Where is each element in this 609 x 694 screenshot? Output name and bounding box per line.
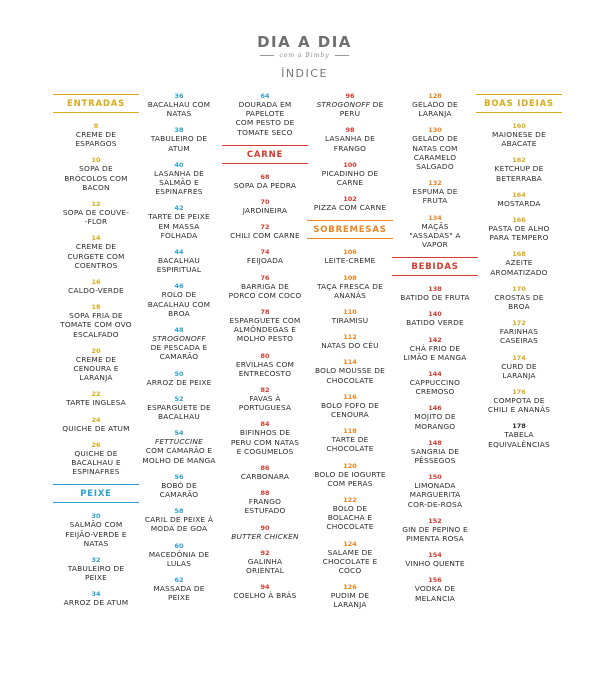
recipe-title: VINHO QUENTE [405, 559, 465, 569]
index-entry[interactable] [392, 439, 478, 465]
recipe-title: BOLO DE BOLACHA E CHOCOLATE [326, 504, 374, 532]
page-number: 18 [91, 303, 101, 312]
recipe-title: GIN DE PEPINO E PIMENTA ROSA [402, 524, 468, 544]
recipe-title: MASSADA DE PEIXE [153, 584, 205, 603]
page-number: 68 [260, 172, 270, 181]
index-entry[interactable] [222, 173, 308, 190]
page-number: 14 [91, 234, 101, 243]
page-number: 10 [91, 156, 101, 165]
page-number: 82 [260, 386, 270, 395]
page-number: 12 [91, 200, 101, 209]
page-number: 118 [343, 427, 357, 436]
index-entry[interactable] [307, 358, 393, 384]
index-entry[interactable] [307, 496, 393, 532]
recipe-title: MAIONESE DE ABACATE [492, 130, 546, 149]
page-number: 98 [345, 126, 355, 135]
index-entry[interactable] [222, 92, 308, 137]
index-entry[interactable] [392, 214, 478, 250]
index-entry[interactable] [307, 161, 393, 187]
index-heading: ÍNDICE [281, 67, 328, 80]
index-entry[interactable] [222, 352, 308, 378]
recipe-title: DOURADA EM PAPELOTE COM PESTO DE TOMATE SECO [235, 100, 295, 137]
recipe-title: CURD DE LARANJA [501, 361, 537, 380]
page-number: 164 [512, 190, 526, 199]
page-number: 34 [91, 590, 101, 599]
page-number: 172 [512, 319, 526, 328]
recipe-title: ROLO DE BACALHAU COM BROA [147, 290, 211, 318]
page-number: 30 [91, 512, 101, 521]
index-entry[interactable] [222, 524, 308, 541]
page-number: 42 [174, 204, 184, 213]
page-number: 44 [174, 248, 184, 257]
page-number: 124 [343, 539, 357, 548]
page-number: 100 [343, 160, 357, 169]
recipe-title: LASANHA DE FRANGO [324, 134, 376, 153]
recipe-title: TARTE INGLESA [66, 398, 126, 408]
recipe-title: TARTE DE CHOCOLATE [326, 435, 374, 454]
page-number: 142 [428, 335, 442, 344]
recipe-title: CREME DE ESPARGOS [75, 130, 117, 149]
page-number: 126 [343, 583, 357, 592]
recipe-title: ARROZ DE ATUM [63, 598, 129, 608]
page-number: 148 [428, 438, 442, 447]
recipe-title: BOLO DE IOGURTE COM PERAS [314, 469, 386, 488]
index-entry[interactable] [53, 347, 139, 383]
recipe-title: FRANGO ESTUFADO [244, 497, 286, 516]
page-number: 46 [174, 282, 184, 291]
page-number: 128 [428, 92, 442, 100]
index-entry[interactable] [136, 204, 222, 240]
index-entry[interactable] [392, 370, 478, 396]
page-number: 50 [174, 369, 184, 378]
page-number: 108 [343, 273, 357, 282]
index-entry[interactable] [136, 126, 222, 152]
recipe-title: LASANHA DE SALMÃO E ESPINAFRES [153, 168, 205, 197]
page-number: 116 [343, 392, 357, 401]
section-heading-sobremesas: SOBREMESAS [307, 220, 393, 239]
recipe-title: SOPA DA PEDRA [233, 180, 297, 190]
recipe-title: SOPA FRIA DE TOMATE COM OVO ESCALFADO [60, 311, 132, 339]
index-entry[interactable] [307, 427, 393, 453]
recipe-title: FAVAS À PORTUGUESA [238, 394, 292, 413]
page-number: 120 [343, 461, 357, 470]
index-entry[interactable] [476, 285, 562, 311]
index-entry[interactable] [392, 92, 478, 118]
page-number: 130 [428, 126, 442, 135]
index-entry[interactable] [392, 310, 478, 327]
page-number: 70 [260, 198, 270, 207]
index-entry[interactable] [222, 464, 308, 481]
page-number: 94 [260, 583, 270, 592]
page-number: 132 [428, 179, 442, 188]
recipe-title: SOPA DE COUVE- -FLOR [62, 208, 130, 227]
index-entry[interactable] [476, 388, 562, 414]
page-number: 74 [260, 248, 270, 257]
recipe-title: MOSTARDA [497, 198, 541, 208]
recipe-title: TARTE DE PEIXE EM MASSA FOLHADA [148, 212, 210, 240]
recipe-title: STROGONOFF DE PERU [316, 100, 384, 119]
recipe-title: CREME DE CENOURA E LARANJA [73, 354, 119, 383]
recipe-title: SOPA DE BRÓCOLOS COM BACON [64, 164, 128, 192]
page-number: 20 [91, 346, 101, 355]
recipe-title: BATIDO DE FRUTA [400, 293, 470, 303]
index-entry[interactable] [136, 92, 222, 118]
book-title: DIA A DIA [257, 33, 352, 51]
page-number: 110 [343, 308, 357, 317]
page-number: 56 [174, 472, 184, 481]
page-number: 72 [260, 223, 270, 232]
recipe-title: GALINHA ORIENTAL [245, 556, 285, 576]
recipe-title: PIZZA COM CARNE [313, 203, 387, 213]
recipe-title: QUICHE DE BACALHAU E ESPINAFRES [71, 448, 121, 477]
index-column-2 [136, 92, 222, 611]
page-number: 134 [428, 213, 442, 222]
index-entry[interactable] [476, 216, 562, 242]
recipe-title: BOLO FOFO DE CENOURA [320, 400, 380, 420]
index-entry[interactable] [136, 542, 222, 568]
page-number: 80 [260, 351, 270, 360]
page-number: 176 [512, 388, 526, 397]
index-entry[interactable] [53, 303, 139, 339]
recipe-title: AZEITE AROMATIZADO [490, 258, 548, 277]
section-heading-carne: CARNE [222, 145, 308, 164]
page-number: 62 [174, 576, 184, 585]
index-entry[interactable] [392, 517, 478, 543]
recipe-title: CAPPUCCINO CREMOSO [409, 378, 461, 397]
recipe-title: PASTA DE ALHO PARA TEMPERO [488, 224, 550, 243]
index-entry[interactable] [307, 248, 393, 265]
page-number: 112 [343, 333, 357, 342]
index-entry[interactable] [53, 512, 139, 548]
index-entry[interactable] [222, 308, 308, 344]
recipe-title: STROGONOFF DE PESCADA E CAMARÃO [150, 334, 208, 362]
page-number: 156 [428, 576, 442, 585]
page-number: 90 [260, 523, 270, 532]
recipe-title: CARIL DE PEIXE À MODA DE GOA [144, 515, 214, 534]
page-number: 162 [512, 156, 526, 165]
index-entry[interactable] [476, 319, 562, 345]
index-entry[interactable] [136, 507, 222, 533]
recipe-title: MACEDÓNIA DE LULAS [148, 549, 210, 568]
recipe-title: CHÁ FRIO DE LIMÃO E MANGA [403, 343, 467, 362]
recipe-title: TABULEIRO DE PEIXE [67, 564, 125, 583]
page-number: 92 [260, 548, 270, 557]
page-number: 78 [260, 308, 270, 317]
page-number: 58 [174, 507, 184, 516]
page-number: 26 [91, 440, 101, 449]
index-entry[interactable] [136, 473, 222, 499]
index-entry[interactable] [392, 179, 478, 205]
page-number: 140 [428, 310, 442, 319]
index-column-5 [392, 92, 478, 611]
index-entry[interactable] [222, 583, 308, 600]
index-entry[interactable] [222, 198, 308, 215]
recipe-title: SALAME DE CHOCOLATE E COCO [322, 547, 378, 576]
recipe-title: LIMONADA MARGUERITA COR-DE-ROSA [407, 481, 463, 509]
page-number: 22 [91, 390, 101, 399]
index-entry[interactable] [53, 556, 139, 582]
index-entry[interactable] [392, 126, 478, 171]
index-entry[interactable] [53, 390, 139, 407]
recipe-title: ESPARGUETE COM ALMÔNDEGAS E MOLHO PESTO [229, 316, 301, 344]
recipe-title: GELADO DE NATAS COM CARAMELO SALGADO [412, 134, 458, 172]
page-number: 168 [512, 250, 526, 259]
recipe-title: COELHO À BRÁS [233, 591, 297, 601]
page-number: 154 [428, 551, 442, 560]
index-entry[interactable] [307, 540, 393, 576]
recipe-title: CROSTAS DE BROA [494, 292, 544, 312]
index-entry[interactable] [53, 278, 139, 295]
recipe-title: JARDINEIRA [242, 206, 288, 216]
index-entry[interactable] [53, 200, 139, 226]
page-number: 114 [343, 358, 357, 367]
index-entry[interactable] [476, 156, 562, 182]
recipe-title: BACALHAU COM NATAS [147, 100, 211, 119]
recipe-title: FETTUCCINE COM CAMARÃO E MOLHO DE MANGA [142, 437, 216, 465]
index-entry[interactable] [53, 122, 139, 148]
index-entry[interactable] [136, 370, 222, 387]
recipe-title: CHILI COM CARNE [230, 231, 300, 241]
index-entry[interactable] [476, 354, 562, 380]
index-entry[interactable] [222, 420, 308, 456]
book-subtitle: com a Bimby [0, 52, 609, 59]
index-entry[interactable] [307, 333, 393, 350]
recipe-title: BARRIGA DE PORCO COM COCO [228, 281, 302, 300]
index-entry[interactable] [307, 462, 393, 488]
index-column-3 [222, 92, 308, 608]
index-entry[interactable] [476, 422, 562, 448]
index-entry[interactable] [307, 92, 393, 118]
recipe-title: BOLO MOUSSE DE CHOCOLATE [315, 366, 385, 385]
recipe-title: PUDIM DE LARANJA [330, 591, 370, 610]
page-number: 166 [512, 216, 526, 225]
index-entry[interactable] [136, 576, 222, 602]
recipe-title: CARBONARA [240, 472, 290, 482]
recipe-title: CALDO-VERDE [68, 286, 124, 296]
page-number: 76 [260, 273, 270, 282]
recipe-title: PICADINHO DE CARNE [321, 168, 379, 188]
recipe-title: SALMÃO COM FEIJÃO-VERDE E NATAS [65, 520, 127, 548]
index-column-6 [476, 92, 562, 457]
index-entry[interactable] [392, 576, 478, 602]
index-entry[interactable] [307, 308, 393, 325]
recipe-title: ESPARGUETE DE BACALHAU [147, 402, 211, 422]
recipe-title: BUTTER CHICKEN [231, 531, 299, 541]
index-entry[interactable] [222, 386, 308, 412]
section-heading-entradas: ENTRADAS [53, 94, 139, 113]
recipe-title: SANGRIA DE PÊSSEGOS [410, 446, 460, 466]
page-number: 52 [174, 394, 184, 403]
index-entry[interactable] [53, 590, 139, 607]
page-number: 102 [343, 195, 357, 204]
page-number: 170 [512, 284, 526, 293]
section-heading-peixe: PEIXE [53, 484, 139, 503]
page-number: 152 [428, 516, 442, 525]
index-entry[interactable] [307, 126, 393, 152]
page-number: 106 [343, 248, 357, 257]
recipe-title: BIFINHOS DE PERU COM NATAS E COGUMELOS [230, 428, 300, 456]
recipe-title: NATAS DO CÉU [321, 341, 379, 351]
index-entry[interactable] [476, 250, 562, 276]
index-entry[interactable] [136, 326, 222, 362]
page-number: 60 [174, 541, 184, 550]
recipe-title: KETCHUP DE BETERRABA [494, 164, 544, 183]
page-number: 86 [260, 464, 270, 473]
page-number: 32 [91, 556, 101, 565]
recipe-title: COMPOTA DE CHILI E ANANÁS [487, 396, 551, 415]
recipe-title: LEITE-CREME [324, 256, 376, 266]
index-entry[interactable] [392, 336, 478, 362]
page-number: 48 [174, 326, 184, 335]
index-entry[interactable] [53, 416, 139, 433]
page-number: 38 [174, 126, 184, 135]
page-number: 144 [428, 370, 442, 379]
recipe-title: MAÇÃS "ASSADAS" A VAPOR [409, 221, 461, 250]
recipe-title: CREME DE CURGETE COM COENTROS [67, 242, 125, 270]
index-entry[interactable] [136, 429, 222, 465]
index-entry[interactable] [222, 549, 308, 575]
index-entry[interactable] [222, 274, 308, 300]
index-entry[interactable] [222, 489, 308, 515]
index-entry[interactable] [392, 473, 478, 509]
recipe-title: TIRAMISU [331, 316, 369, 326]
index-entry[interactable] [392, 285, 478, 302]
index-entry[interactable] [392, 551, 478, 568]
page-number: 146 [428, 404, 442, 413]
index-entry[interactable] [392, 404, 478, 430]
page-number: 8 [93, 122, 99, 130]
index-entry[interactable] [307, 583, 393, 609]
page-number: 64 [260, 92, 270, 100]
index-entry[interactable] [307, 274, 393, 300]
index-entry[interactable] [307, 393, 393, 419]
recipe-title: VODKA DE MELANCIA [414, 584, 456, 603]
section-heading-bebidas: BEBIDAS [392, 257, 478, 276]
page-number: 96 [345, 92, 355, 100]
page-number: 54 [174, 429, 184, 438]
index-entry[interactable] [53, 234, 139, 270]
index-column-1 [53, 92, 139, 616]
recipe-title: TABULEIRO DE ATUM [150, 134, 208, 153]
recipe-title: ESPUMA DE FRUTA [412, 187, 458, 206]
index-entry[interactable] [53, 441, 139, 477]
index-entry[interactable] [136, 395, 222, 421]
recipe-title: TABELA EQUIVALÊNCIAS [488, 430, 550, 449]
index-entry[interactable] [222, 248, 308, 265]
index-entry[interactable] [476, 191, 562, 208]
recipe-title: FEIJOADA [246, 256, 284, 266]
recipe-title: MOJITO DE MORANGO [414, 412, 456, 431]
page-number: 40 [174, 160, 184, 169]
index-column-4 [307, 92, 393, 618]
recipe-title: FARINHAS CASEIRAS [499, 327, 539, 346]
index-entry[interactable] [222, 223, 308, 240]
index-entry[interactable] [136, 161, 222, 197]
recipe-title: TAÇA FRESCA DE ANANÁS [317, 281, 383, 300]
section-heading-boas-ideias: BOAS IDEIAS [476, 94, 562, 113]
page-number: 174 [512, 353, 526, 362]
recipe-title: ARROZ DE PEIXE [146, 377, 212, 387]
recipe-title: BACALHAU ESPIRITUAL [156, 256, 202, 275]
page-number: 84 [260, 420, 270, 429]
page-number: 36 [174, 92, 184, 100]
recipe-title: ERVILHAS COM ENTRECOSTO [235, 359, 295, 378]
index-entry[interactable] [307, 195, 393, 212]
page-number: 178 [512, 422, 526, 431]
recipe-title: BATIDO VERDE [406, 318, 464, 328]
index-entry[interactable] [136, 248, 222, 274]
page-number: 24 [91, 415, 101, 424]
page-number: 88 [260, 489, 270, 498]
index-entry[interactable] [136, 282, 222, 318]
page-number: 122 [343, 496, 357, 505]
page-number: 160 [512, 122, 526, 130]
recipe-title: BOBÓ DE CAMARÃO [159, 480, 199, 500]
page-number: 16 [91, 278, 101, 287]
recipe-title: GELADO DE LARANJA [412, 100, 458, 119]
index-entry[interactable] [53, 156, 139, 192]
index-entry[interactable] [476, 122, 562, 148]
page-number: 150 [428, 473, 442, 482]
page-number: 138 [428, 285, 442, 294]
recipe-title: QUICHE DE ATUM [62, 423, 130, 433]
